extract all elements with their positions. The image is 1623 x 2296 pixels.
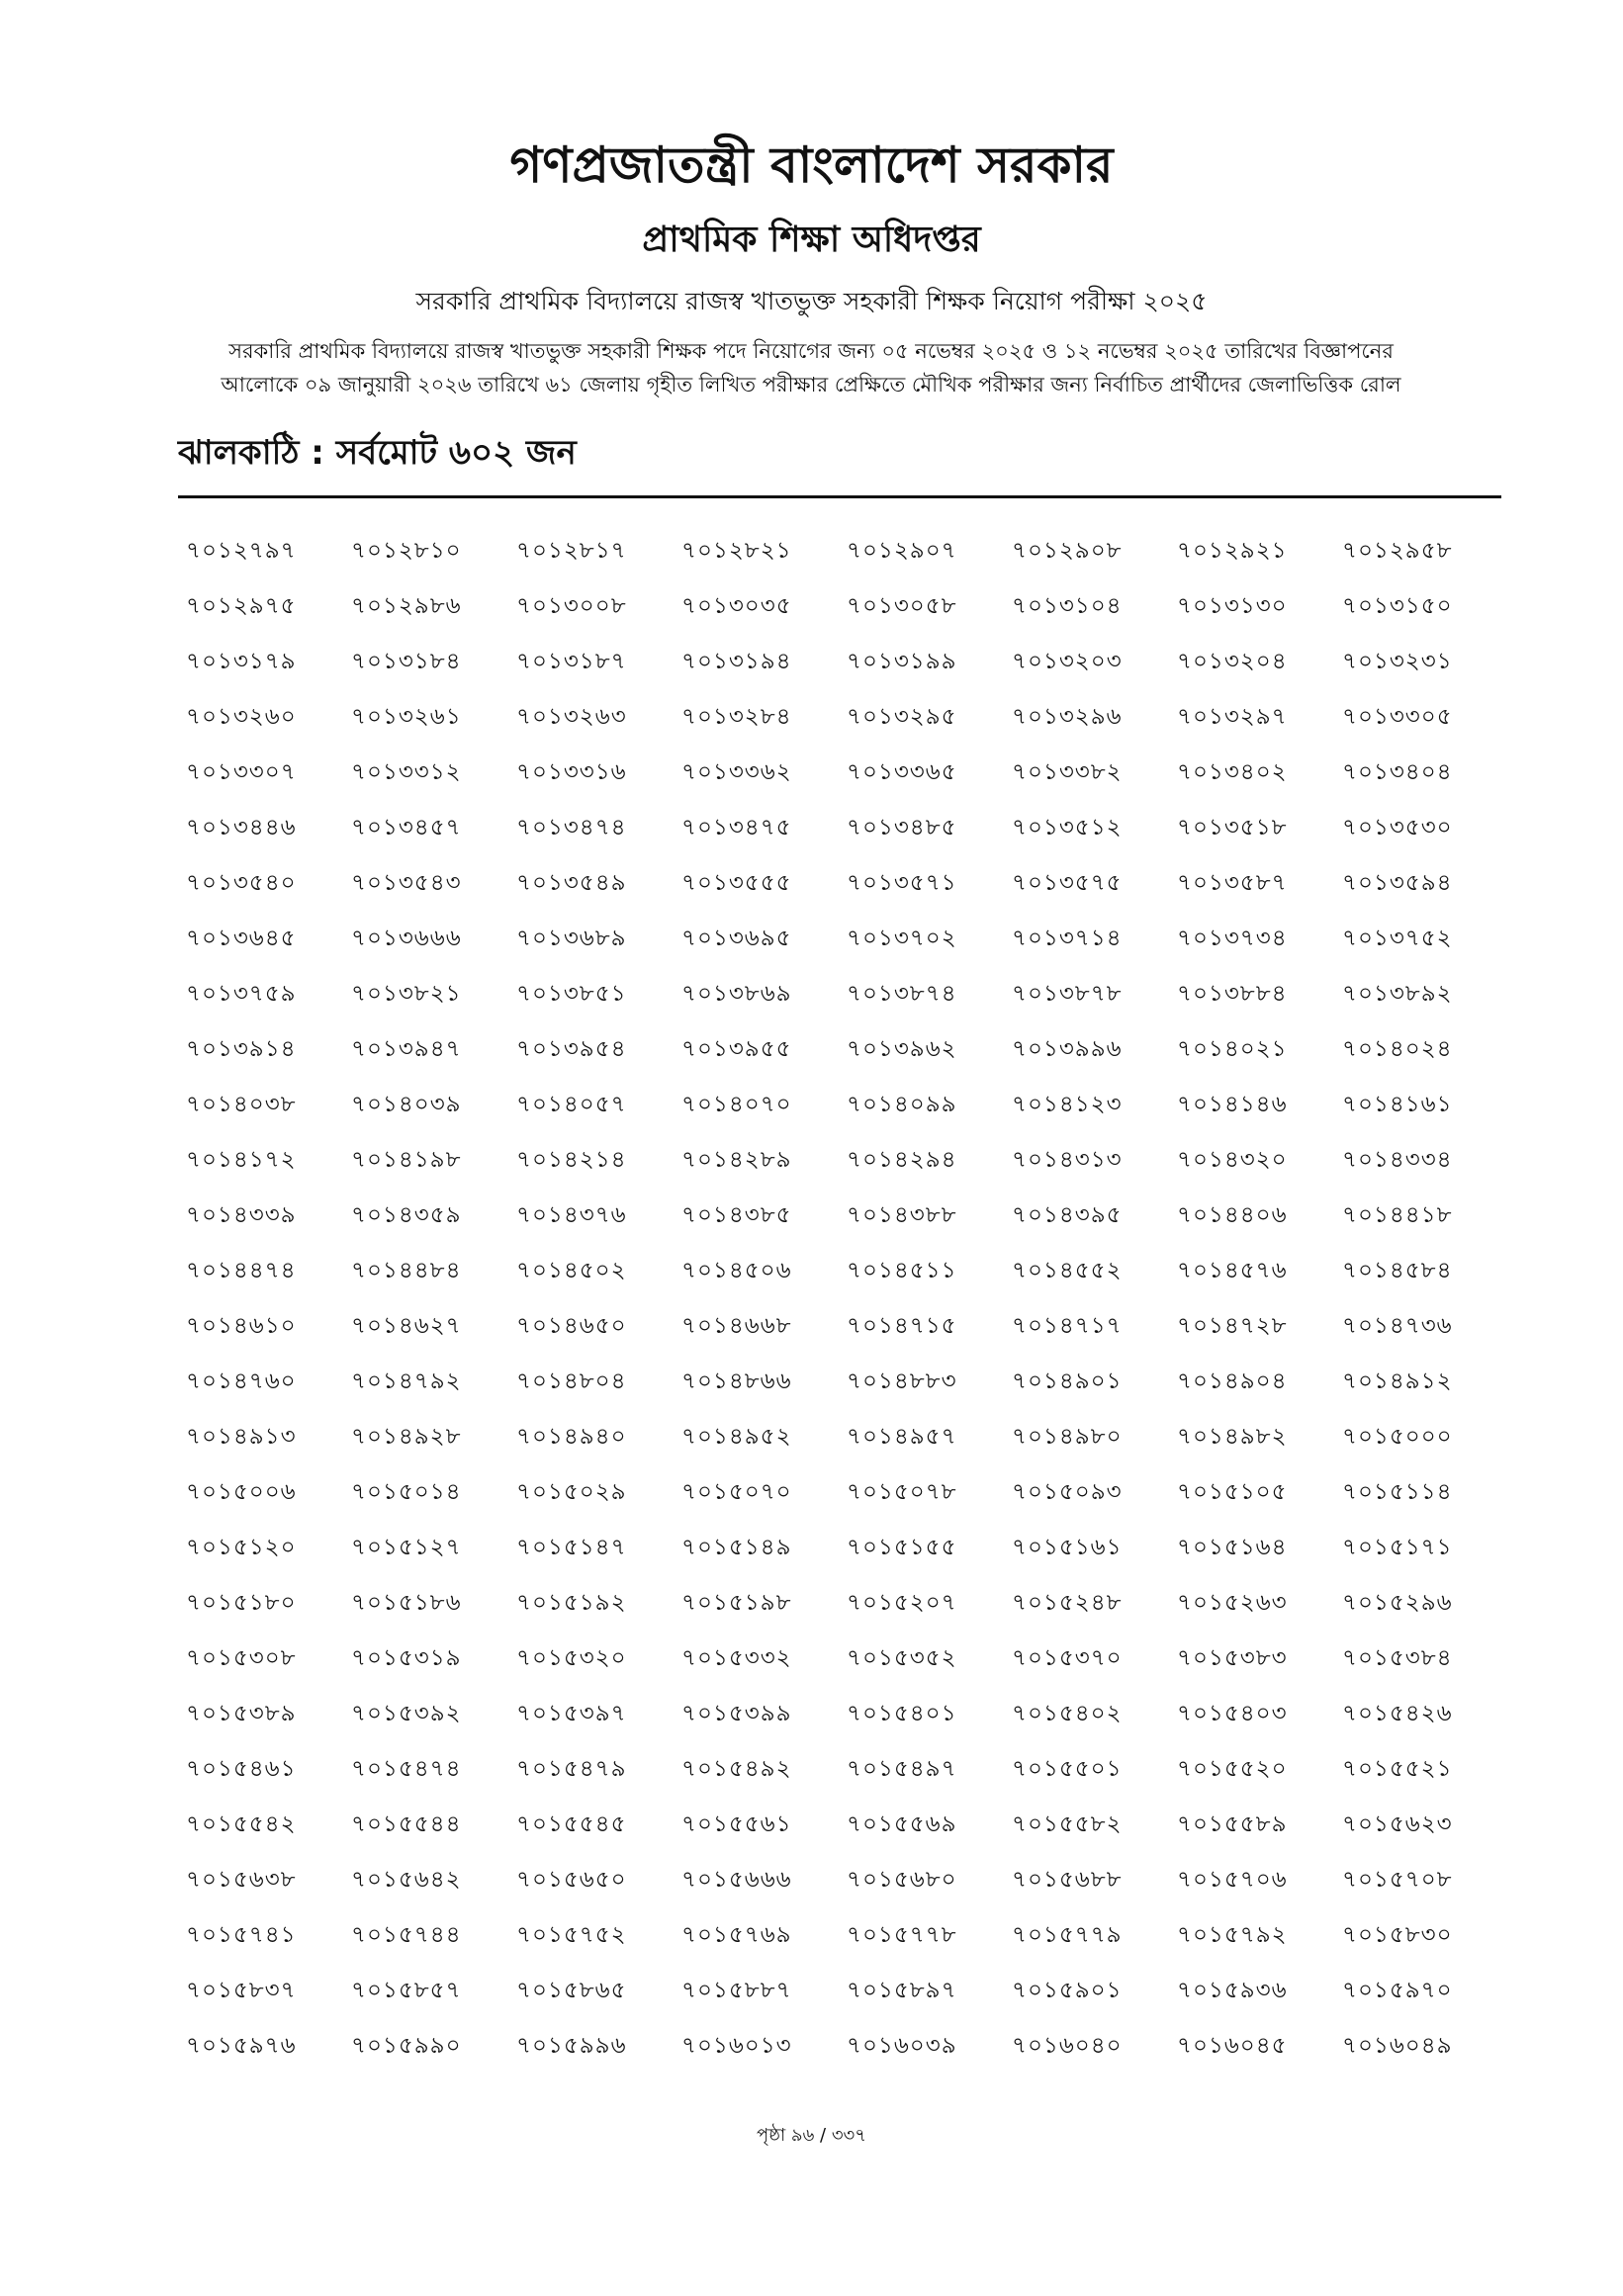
- roll-number: ৭০১৩৩০৫: [1342, 704, 1453, 730]
- heading-divider: [178, 495, 1501, 498]
- roll-number: ৭০১৫৯৭০: [1342, 1978, 1453, 2003]
- government-title: গণপ্রজাতন্ত্রী বাংলাদেশ সরকার: [509, 136, 1114, 194]
- roll-number: ৭০১৫৪০২: [1012, 1701, 1123, 1726]
- roll-number: ৭০১৫৬৫০: [516, 1867, 627, 1893]
- roll-number: ৭০১৪৯১২: [1342, 1369, 1453, 1394]
- page-number: পৃষ্ঠা ৯৬ / ৩৩৭: [757, 2125, 866, 2146]
- roll-number: ৭০১৩৬৬৬: [351, 926, 462, 951]
- roll-number: ৭০১৪৭২৮: [1177, 1313, 1288, 1339]
- roll-number: ৭০১৩৩০৭: [186, 759, 297, 785]
- roll-number: ৭০১৩৩৬৫: [847, 759, 957, 785]
- roll-number: ৭০১৫৫৮৯: [1177, 1811, 1288, 1837]
- roll-number: ৭০১৫৩০৮: [186, 1645, 297, 1671]
- exam-title: সরকারি প্রাথমিক বিদ্যালয়ে রাজস্ব খাতভুক্ত সহকারী শিক্ষক নিয়োগ পরীক্ষা ২০২৫: [415, 287, 1208, 315]
- roll-number: ৭০১৫৬২৩: [1342, 1811, 1453, 1837]
- roll-number: ৭০১৩৫১২: [1012, 815, 1123, 840]
- roll-number: ৭০১৩৮৫১: [516, 981, 627, 1007]
- roll-number: ৭০১৫০০৬: [186, 1479, 297, 1505]
- roll-number: ৭০১৪০৩৮: [186, 1092, 297, 1117]
- roll-number: ৭০১৩০০৮: [516, 593, 627, 619]
- roll-number: ৭০১৫২০৭: [847, 1590, 957, 1616]
- roll-number: ৭০১৪৩১৩: [1012, 1147, 1123, 1173]
- roll-number: ৭০১৪৭৯২: [351, 1369, 462, 1394]
- roll-number: ৭০১৩০৫৮: [847, 593, 957, 619]
- roll-number: ৭০১৪৫১১: [847, 1258, 957, 1283]
- roll-number: ৭০১৫৭৭৮: [847, 1922, 957, 1948]
- roll-number: ৭০১৪০২৪: [1342, 1036, 1453, 1062]
- roll-number: ৭০১৫৫৪৪: [351, 1811, 462, 1837]
- roll-number: ৭০১৪৯৮২: [1177, 1424, 1288, 1450]
- roll-number: ৭০১৩১৭৯: [186, 649, 297, 674]
- roll-number: ৭০১৩৩১২: [351, 759, 462, 785]
- roll-number: ৭০১৫১৫৫: [847, 1535, 957, 1560]
- roll-number: ৭০১৫০০০: [1342, 1424, 1453, 1450]
- roll-number: ৭০১৪৬৬৮: [681, 1313, 792, 1339]
- roll-number: ৭০১৫৩৯২: [351, 1701, 462, 1726]
- roll-number: ৭০১৪৮০৪: [516, 1369, 627, 1394]
- roll-number: ৭০১৩২০৪: [1177, 649, 1288, 674]
- roll-number: ৭০১৩৫৯৪: [1342, 870, 1453, 896]
- roll-number: ৭০১৩৮২১: [351, 981, 462, 1007]
- roll-number: ৭০১৫৭৭৯: [1012, 1922, 1123, 1948]
- roll-number: ৭০১৪০৩৯: [351, 1092, 462, 1117]
- roll-number: ৭০১৫৫৬৯: [847, 1811, 957, 1837]
- roll-number: ৭০১৫৯৩৬: [1177, 1978, 1288, 2003]
- roll-number: ৭০১২৮১৭: [516, 538, 627, 564]
- roll-number: ৭০১৫৩৯৯: [681, 1701, 792, 1726]
- roll-number: ৭০১৫১৯৮: [681, 1590, 792, 1616]
- roll-number: ৭০১৩২০৩: [1012, 649, 1123, 674]
- roll-number: ৭০১৪৫০২: [516, 1258, 627, 1283]
- roll-number: ৭০১৪৩৯৫: [1012, 1202, 1123, 1228]
- roll-number: ৭০১৪৯৪০: [516, 1424, 627, 1450]
- roll-number: ৭০১৩৬৯৫: [681, 926, 792, 951]
- roll-number: ৭০১৫৫৮২: [1012, 1811, 1123, 1837]
- roll-number: ৭০১৫১৭১: [1342, 1535, 1453, 1560]
- roll-number: ৭০১৩৩৮২: [1012, 759, 1123, 785]
- roll-number: ৭০১৫৮৮৭: [681, 1978, 792, 2003]
- roll-number: ৭০১৩৮৭৮: [1012, 981, 1123, 1007]
- roll-number: ৭০১৫৯৯০: [351, 2033, 462, 2059]
- roll-number: ৭০১৫৯৭৬: [186, 2033, 297, 2059]
- roll-number: ৭০১৩৫৩০: [1342, 815, 1453, 840]
- roll-number: ৭০১২৯০৮: [1012, 538, 1123, 564]
- notice-line-2: আলোকে ০৯ জানুয়ারী ২০২৬ তারিখে ৬১ জেলায় গৃহীত লিখিত পরীক্ষার প্রেক্ষিতে মৌখিক পরীক্ষার জন্য নির্বাচিত প্রার্থীদের জেলাভিত্তিক রোল: [221, 373, 1401, 397]
- roll-number: ৭০১৪০৫৭: [516, 1092, 627, 1117]
- roll-number: ৭০১৪৯৫২: [681, 1424, 792, 1450]
- roll-number: ৭০১৩১৩০: [1177, 593, 1288, 619]
- roll-number: ৭০১৩২৬০: [186, 704, 297, 730]
- roll-number: ৭০১৩৯৫৪: [516, 1036, 627, 1062]
- roll-number: ৭০১৫৪০১: [847, 1701, 957, 1726]
- roll-number: ৭০১৫৮৬৫: [516, 1978, 627, 2003]
- roll-number: ৭০১৪৪৮৪: [351, 1258, 462, 1283]
- roll-number: ৭০১৫৪৭৪: [351, 1756, 462, 1782]
- roll-number: ৭০১২৯৮৬: [351, 593, 462, 619]
- roll-number: ৭০১৫৯০১: [1012, 1978, 1123, 2003]
- roll-number: ৭০১৪৭৬০: [186, 1369, 297, 1394]
- roll-number: ৭০১৪৯৮০: [1012, 1424, 1123, 1450]
- roll-number: ৭০১৪৯০৪: [1177, 1369, 1288, 1394]
- roll-number: ৭০১৪২৯৪: [847, 1147, 957, 1173]
- roll-number: ৭০১৫৩৮৯: [186, 1701, 297, 1726]
- roll-number: ৭০১৫৬৩৮: [186, 1867, 297, 1893]
- roll-number: ৭০১৩৪৫৭: [351, 815, 462, 840]
- roll-number: ৭০১৩৪৭৫: [681, 815, 792, 840]
- roll-number: ৭০১৫৭৬৯: [681, 1922, 792, 1948]
- roll-number: ৭০১৩৯৪৭: [351, 1036, 462, 1062]
- roll-number: ৭০১৫৬৪২: [351, 1867, 462, 1893]
- notice-text: [148, 334, 1474, 401]
- roll-number: ৭০১৫১২৭: [351, 1535, 462, 1560]
- directorate-title: প্রাথমিক শিক্ষা অধিদপ্তর: [642, 220, 981, 260]
- roll-number: ৭০১৪৬৫০: [516, 1313, 627, 1339]
- roll-number: ৭০১২৯২১: [1177, 538, 1288, 564]
- roll-number: ৭০১৫১০৫: [1177, 1479, 1288, 1505]
- roll-number: ৭০১৪২১৪: [516, 1147, 627, 1173]
- roll-number: ৭০১৩৯৬২: [847, 1036, 957, 1062]
- roll-number: ৭০১৩৫৭১: [847, 870, 957, 896]
- roll-number: ৭০১৪৩৭৬: [516, 1202, 627, 1228]
- roll-number: ৭০১৩১৮৪: [351, 649, 462, 674]
- roll-number: ৭০১৪২৮৯: [681, 1147, 792, 1173]
- roll-number: ৭০১৩৪৪৬: [186, 815, 297, 840]
- roll-number: ৭০১৩৫৮৭: [1177, 870, 1288, 896]
- roll-number: ৭০১৩৮৮৪: [1177, 981, 1288, 1007]
- roll-number: ৭০১৪০৯৯: [847, 1092, 957, 1117]
- notice-line-1: সরকারি প্রাথমিক বিদ্যালয়ে রাজস্ব খাতভুক্ত সহকারী শিক্ষক পদে নিয়োগের জন্য ০৫ নভেম্বর ২০২৫ ও ১২ নভেম্বর ২০২৫ তারিখের বিজ্ঞাপনের: [228, 339, 1394, 363]
- roll-number: ৭০১৫১১৪: [1342, 1479, 1453, 1505]
- roll-number: ৭০১৬০৩৯: [847, 2033, 957, 2059]
- roll-number: ৭০১৩৫৫৫: [681, 870, 792, 896]
- roll-number: ৭০১৩৫৪০: [186, 870, 297, 896]
- roll-number: ৭০১৩২৯৭: [1177, 704, 1288, 730]
- roll-number: ৭০১৩৫৪৩: [351, 870, 462, 896]
- roll-number: ৭০১৫১২০: [186, 1535, 297, 1560]
- roll-number: ৭০১৫৪৯৭: [847, 1756, 957, 1782]
- roll-number: ৭০১৫১৪৯: [681, 1535, 792, 1560]
- roll-number: ৭০১৪৫৭৬: [1177, 1258, 1288, 1283]
- roll-number: ৭০১৫৬৮০: [847, 1867, 957, 1893]
- roll-number: ৭০১৫০৯৩: [1012, 1479, 1123, 1505]
- roll-number: ৭০১৪৭১৭: [1012, 1313, 1123, 1339]
- roll-number: ৭০১৫৭০৮: [1342, 1867, 1453, 1893]
- signatures: [0, 2076, 1623, 2294]
- roll-number: ৭০১৪৯১৩: [186, 1424, 297, 1450]
- roll-number: ৭০১৪৭৩৬: [1342, 1313, 1453, 1339]
- roll-number: ৭০১৩৫৭৫: [1012, 870, 1123, 896]
- roll-number: ৭০১৪৩৩৯: [186, 1202, 297, 1228]
- roll-number: ৭০১৫০৭০: [681, 1479, 792, 1505]
- roll-number: ৭০১৫৮৫৭: [351, 1978, 462, 2003]
- roll-number: ৭০১৪৫০৬: [681, 1258, 792, 1283]
- roll-number: ৭০১৫৫০১: [1012, 1756, 1123, 1782]
- roll-number: ৭০১৩৮৯২: [1342, 981, 1453, 1007]
- roll-number: ৭০১৬০৪৯: [1342, 2033, 1453, 2059]
- roll-number: ৭০১৫৫৬১: [681, 1811, 792, 1837]
- roll-number: ৭০১৩৭১৪: [1012, 926, 1123, 951]
- roll-number-grid: [186, 532, 1507, 2082]
- roll-number: ৭০১৪৮৬৬: [681, 1369, 792, 1394]
- roll-number: ৭০১৫১৬৪: [1177, 1535, 1288, 1560]
- roll-number: ৭০১৩৪০৪: [1342, 759, 1453, 785]
- roll-number: ৭০১৩২৬১: [351, 704, 462, 730]
- roll-number: ৭০১৫৭৪৪: [351, 1922, 462, 1948]
- roll-number: ৭০১২৮২১: [681, 538, 792, 564]
- roll-number: ৭০১৫৪০৩: [1177, 1701, 1288, 1726]
- roll-number: ৭০১৫৬৬৬: [681, 1867, 792, 1893]
- roll-number: ৭০১৫১৪৭: [516, 1535, 627, 1560]
- roll-number: ৭০১৩৩৬২: [681, 759, 792, 785]
- roll-number: ৭০১৪৭১৫: [847, 1313, 957, 1339]
- roll-number: ৭০১৩৮৬৯: [681, 981, 792, 1007]
- roll-number: ৭০১৫২৬৩: [1177, 1590, 1288, 1616]
- roll-number: ৭০১৪৩৮৫: [681, 1202, 792, 1228]
- roll-number: ৭০১৪৩৫৯: [351, 1202, 462, 1228]
- roll-number: ৭০১৫১৬১: [1012, 1535, 1123, 1560]
- roll-number: ৭০১৩৭৫৯: [186, 981, 297, 1007]
- roll-number: ৭০১৫৫৪২: [186, 1811, 297, 1837]
- roll-number: ৭০১৫৩২০: [516, 1645, 627, 1671]
- roll-number: ৭০১২৮১০: [351, 538, 462, 564]
- roll-number: ৭০১৬০৪০: [1012, 2033, 1123, 2059]
- roll-number: ৭০১৩৬৪৫: [186, 926, 297, 951]
- roll-number: ৭০১৫৩৭০: [1012, 1645, 1123, 1671]
- roll-number: ৭০১৬০১৩: [681, 2033, 792, 2059]
- roll-number: ৭০১৫৩৫২: [847, 1645, 957, 1671]
- roll-number: ৭০১৩৮৭৪: [847, 981, 957, 1007]
- district-heading: ঝালকাঠি : সর্বমোট ৬০২ জন: [178, 433, 577, 473]
- roll-number: ৭০১৩৪০২: [1177, 759, 1288, 785]
- roll-number: ৭০১৫৩৯৭: [516, 1701, 627, 1726]
- roll-number: ৭০১৫৪২৬: [1342, 1701, 1453, 1726]
- roll-number: ৭০১৫১৮৬: [351, 1590, 462, 1616]
- roll-number: ৭০১৫৩৮৪: [1342, 1645, 1453, 1671]
- roll-number: ৭০১৫৮৯৭: [847, 1978, 957, 2003]
- roll-number: ৭০১৪৯৫৭: [847, 1424, 957, 1450]
- roll-number: ৭০১৪১৯৮: [351, 1147, 462, 1173]
- roll-number: ৭০১৩৯৯৬: [1012, 1036, 1123, 1062]
- roll-number: ৭০১৫৮৩০: [1342, 1922, 1453, 1948]
- roll-number: ৭০১৪৪০৬: [1177, 1202, 1288, 1228]
- roll-number: ৭০১৫২৪৮: [1012, 1590, 1123, 1616]
- roll-number: ৭০১৫৭৪১: [186, 1922, 297, 1948]
- roll-number: ৭০১৩২৬৩: [516, 704, 627, 730]
- roll-number: ৭০১৩২৯৬: [1012, 704, 1123, 730]
- roll-number: ৭০১৪৪৭৪: [186, 1258, 297, 1283]
- roll-number: ৭০১৪৪১৮: [1342, 1202, 1453, 1228]
- roll-number: ৭০১৪৬২৭: [351, 1313, 462, 1339]
- roll-number: ৭০১৩১৯৪: [681, 649, 792, 674]
- roll-number: ৭০১৫১৯২: [516, 1590, 627, 1616]
- roll-number: ৭০১৫০২৯: [516, 1479, 627, 1505]
- roll-number: ৭০১৫১৮০: [186, 1590, 297, 1616]
- roll-number: ৭০১৪০২১: [1177, 1036, 1288, 1062]
- roll-number: ৭০১৫০৭৮: [847, 1479, 957, 1505]
- roll-number: ৭০১৫৪৭৯: [516, 1756, 627, 1782]
- roll-number: ৭০১৩৯১৪: [186, 1036, 297, 1062]
- roll-number: ৭০১৪১২৩: [1012, 1092, 1123, 1117]
- roll-number: ৭০১৩২৯৫: [847, 704, 957, 730]
- roll-number: ৭০১৪৫৫২: [1012, 1258, 1123, 1283]
- roll-number: ৭০১৩৫৪৯: [516, 870, 627, 896]
- roll-number: ৭০১৫৫২১: [1342, 1756, 1453, 1782]
- roll-number: ৭০১৩৪৭৪: [516, 815, 627, 840]
- roll-number: ৭০১৩৬৮৯: [516, 926, 627, 951]
- roll-number: ৭০১২৯৭৫: [186, 593, 297, 619]
- roll-number: ৭০১৪৯০১: [1012, 1369, 1123, 1394]
- roll-number: ৭০১৪১৬১: [1342, 1092, 1453, 1117]
- roll-number: ৭০১৫৮৩৭: [186, 1978, 297, 2003]
- roll-number: ৭০১৩০৩৫: [681, 593, 792, 619]
- roll-number: ৭০১৫৩৮৩: [1177, 1645, 1288, 1671]
- roll-number: ৭০১৪৫৮৪: [1342, 1258, 1453, 1283]
- roll-number: ৭০১৫৩১৯: [351, 1645, 462, 1671]
- roll-number: ৭০১৪৯২৮: [351, 1424, 462, 1450]
- roll-number: ৭০১৩১৮৭: [516, 649, 627, 674]
- roll-number: ৭০১৬০৪৫: [1177, 2033, 1288, 2059]
- roll-number: ৭০১৫৭৫২: [516, 1922, 627, 1948]
- roll-number: ৭০১৫৪৯২: [681, 1756, 792, 1782]
- roll-number: ৭০১৫৬৮৮: [1012, 1867, 1123, 1893]
- roll-number: ৭০১৩৭০২: [847, 926, 957, 951]
- roll-number: ৭০১৩২৮৪: [681, 704, 792, 730]
- roll-number: ৭০১৪৩৮৮: [847, 1202, 957, 1228]
- roll-number: ৭০১৪১৪৬: [1177, 1092, 1288, 1117]
- roll-number: ৭০১৫২৯৬: [1342, 1590, 1453, 1616]
- roll-number: ৭০১৩৪৮৫: [847, 815, 957, 840]
- roll-number: ৭০১২৭৯৭: [186, 538, 297, 564]
- roll-number: ৭০১৪৩২০: [1177, 1147, 1288, 1173]
- roll-number: ৭০১৪৬১০: [186, 1313, 297, 1339]
- roll-number: ৭০১৫৪৬১: [186, 1756, 297, 1782]
- roll-number: ৭০১৫৯৯৬: [516, 2033, 627, 2059]
- roll-number: ৭০১৩৯৫৫: [681, 1036, 792, 1062]
- roll-number: ৭০১৩৩১৬: [516, 759, 627, 785]
- roll-number: ৭০১৩৭৩৪: [1177, 926, 1288, 951]
- roll-number: ৭০১৪১৭২: [186, 1147, 297, 1173]
- roll-number: ৭০১৫৭০৬: [1177, 1867, 1288, 1893]
- roll-number: ৭০১৩১৫০: [1342, 593, 1453, 619]
- roll-number: ৭০১৫৩৩২: [681, 1645, 792, 1671]
- roll-number: ৭০১৫৭৯২: [1177, 1922, 1288, 1948]
- roll-number: ৭০১৩২৩১: [1342, 649, 1453, 674]
- roll-number: ৭০১২৯০৭: [847, 538, 957, 564]
- roll-number: ৭০১৪৮৮৩: [847, 1369, 957, 1394]
- roll-number: ৭০১৩১০৪: [1012, 593, 1123, 619]
- roll-number: ৭০১৫৫৪৫: [516, 1811, 627, 1837]
- roll-number: ৭০১৩১৯৯: [847, 649, 957, 674]
- roll-number: ৭০১৪০৭০: [681, 1092, 792, 1117]
- roll-number: ৭০১২৯৫৮: [1342, 538, 1453, 564]
- roll-number: ৭০১৪৩৩৪: [1342, 1147, 1453, 1173]
- roll-number: ৭০১৫০১৪: [351, 1479, 462, 1505]
- roll-number: ৭০১৫৫২০: [1177, 1756, 1288, 1782]
- roll-number: ৭০১৩৫১৮: [1177, 815, 1288, 840]
- roll-number: ৭০১৩৭৫২: [1342, 926, 1453, 951]
